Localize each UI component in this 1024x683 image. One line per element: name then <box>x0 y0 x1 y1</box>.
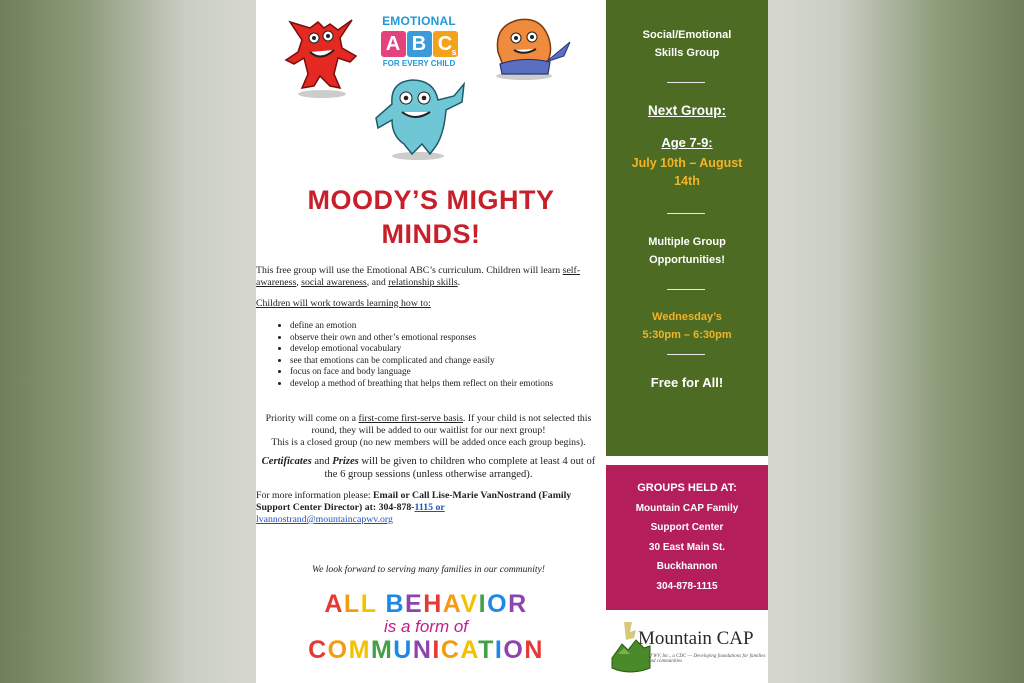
emotional-abcs-logo <box>374 14 464 68</box>
divider <box>667 289 705 290</box>
skill-self-awareness: self-awareness <box>256 265 581 288</box>
behavior-letter: A <box>460 636 479 664</box>
left-column <box>256 0 606 683</box>
skill-relationship: relationship skills <box>388 277 458 288</box>
org-name: Mountain CAP <box>638 628 754 649</box>
location-line-1: Mountain CAP Family <box>635 502 739 514</box>
behavior-letter: A <box>324 590 344 618</box>
priority-basis: first-come first-serve basis <box>358 413 463 424</box>
schedule-time <box>606 308 768 344</box>
list-item: • develop a method of breathing that helps them reflect on their emotions <box>290 378 601 390</box>
skill-social-awareness: social awareness <box>301 277 367 288</box>
free-for-all: Free for All! <box>650 375 724 390</box>
behavior-graphic <box>296 590 556 664</box>
behavior-letter: N <box>412 636 433 664</box>
org-tagline: of WV, Inc., a CDC — Developing foundations for families and communities <box>648 654 766 664</box>
logo-block-a: A <box>381 31 406 57</box>
behavior-letter: M <box>370 636 394 664</box>
info-bold: Email or Call Lise-Marie VanNostrand (Family Support Center Director) at: 304-878- <box>256 490 572 513</box>
divider <box>667 213 705 214</box>
dates-line-1: July 10th – August <box>631 156 743 170</box>
logo-suffix: s <box>451 47 457 57</box>
behavior-letter: C <box>308 636 328 664</box>
group-type <box>606 26 768 62</box>
schedule-panel <box>606 0 768 456</box>
location-line-3: 30 East Main St. <box>648 541 726 553</box>
behavior-letter: I <box>494 636 504 664</box>
priority-paragraph <box>256 413 601 449</box>
learn-heading: Children will work towards learning how to: <box>256 298 431 309</box>
blue-monster-icon <box>372 74 470 162</box>
email-link[interactable]: lvannostrand@mountaincapwv.org <box>256 514 393 525</box>
logo-sub-text: FOR EVERY CHILD <box>382 59 456 68</box>
logo-blocks <box>374 31 464 57</box>
behavior-letter: T <box>478 636 495 664</box>
multi-line-2: Opportunities! <box>649 254 725 266</box>
body-text <box>256 265 601 526</box>
priority-prefix: Priority will come on a <box>265 413 359 424</box>
next-group-heading: Next Group: <box>647 103 726 118</box>
logo-block-c <box>433 31 458 57</box>
priority-rest: . If your child is not selected this round, they will be added to our waitlist for our next group! <box>311 413 592 436</box>
title-line-1: MOODY’S MIGHTY <box>307 185 555 215</box>
location-panel <box>606 465 768 610</box>
multiple-groups <box>606 233 768 269</box>
behavior-letter: L <box>360 590 378 618</box>
behavior-letter: I <box>432 636 441 664</box>
certs-and: and <box>311 456 333 467</box>
behavior-letter: C <box>440 636 461 664</box>
location-phone: 304-878-1115 <box>656 580 718 592</box>
group-line-1: Social/Emotional <box>642 29 732 41</box>
info-prefix: For more information please: <box>256 490 373 501</box>
logo-block-b: B <box>407 31 432 57</box>
schedule-hours: 5:30pm – 6:30pm <box>642 329 732 341</box>
behavior-letter: I <box>478 590 488 618</box>
location-line-2: Support Center <box>650 522 724 533</box>
certs-rest: will be given to children who complete at least 4 out of the 6 group sessions (unless otherwise arranged). <box>324 456 596 480</box>
list-item: • observe their own and other’s emotional responses <box>290 332 601 344</box>
flyer <box>256 0 768 683</box>
behavior-letter: H <box>423 590 443 618</box>
page-title <box>256 183 606 251</box>
intro-sep-1: , <box>296 277 302 288</box>
list-item: • develop emotional vocabulary <box>290 343 601 355</box>
behavior-letter: M <box>348 636 371 664</box>
list-item: • see that emotions can be complicated and change easily <box>290 355 601 367</box>
behavior-line-3 <box>296 636 556 664</box>
behavior-line-2: is a form of <box>383 617 469 636</box>
logo-letter-c: C <box>437 33 453 55</box>
behavior-letter: B <box>385 590 406 618</box>
phone-link[interactable]: 1115 or <box>414 502 445 513</box>
intro-sep-2: , and <box>366 277 389 288</box>
closing-line: We look forward to serving many families in our community! <box>312 564 545 575</box>
behavior-letter: O <box>503 636 525 664</box>
behavior-letter: V <box>460 590 479 618</box>
contact-info <box>256 490 601 526</box>
prizes-word: Prizes <box>332 456 359 467</box>
behavior-letter: A <box>442 590 461 618</box>
location-heading: GROUPS HELD AT: <box>637 482 737 494</box>
behavior-letter: N <box>524 636 544 664</box>
behavior-letter: O <box>487 590 509 618</box>
red-monster-icon <box>280 12 360 100</box>
divider <box>667 82 705 83</box>
group-dates <box>606 154 768 190</box>
certificates-paragraph <box>256 455 601 481</box>
behavior-letter: R <box>508 590 528 618</box>
intro-paragraph <box>256 265 601 289</box>
behavior-line-1 <box>296 590 556 618</box>
behavior-letter: E <box>405 590 424 618</box>
divider <box>667 354 705 355</box>
orange-monster-icon <box>484 12 574 82</box>
dates-line-2: 14th <box>674 174 700 188</box>
mountain-cap-logo <box>606 612 768 683</box>
list-item: • focus on face and body language <box>290 366 601 378</box>
learning-list <box>256 320 601 389</box>
logo-top-text: EMOTIONAL <box>382 14 456 28</box>
age-range: Age 7-9: <box>661 135 713 150</box>
location-line-4: Buckhannon <box>656 561 718 572</box>
behavior-letter: L <box>343 590 361 618</box>
behavior-letter: U <box>393 636 413 664</box>
behavior-letter: O <box>327 636 349 664</box>
group-line-2: Skills Group <box>654 47 720 59</box>
closed-group-note: This is a closed group (no new members will be added once each group begins). <box>271 437 586 448</box>
schedule-day: Wednesday’s <box>652 311 722 323</box>
multi-line-1: Multiple Group <box>648 236 726 248</box>
list-item: • define an emotion <box>290 320 601 332</box>
title-line-2: MINDS! <box>381 219 481 249</box>
intro-end: . <box>457 277 461 288</box>
intro-prefix: This free group will use the Emotional ABC’s curriculum. Children will learn <box>256 265 563 276</box>
certificates-word: Certificates <box>261 456 312 467</box>
